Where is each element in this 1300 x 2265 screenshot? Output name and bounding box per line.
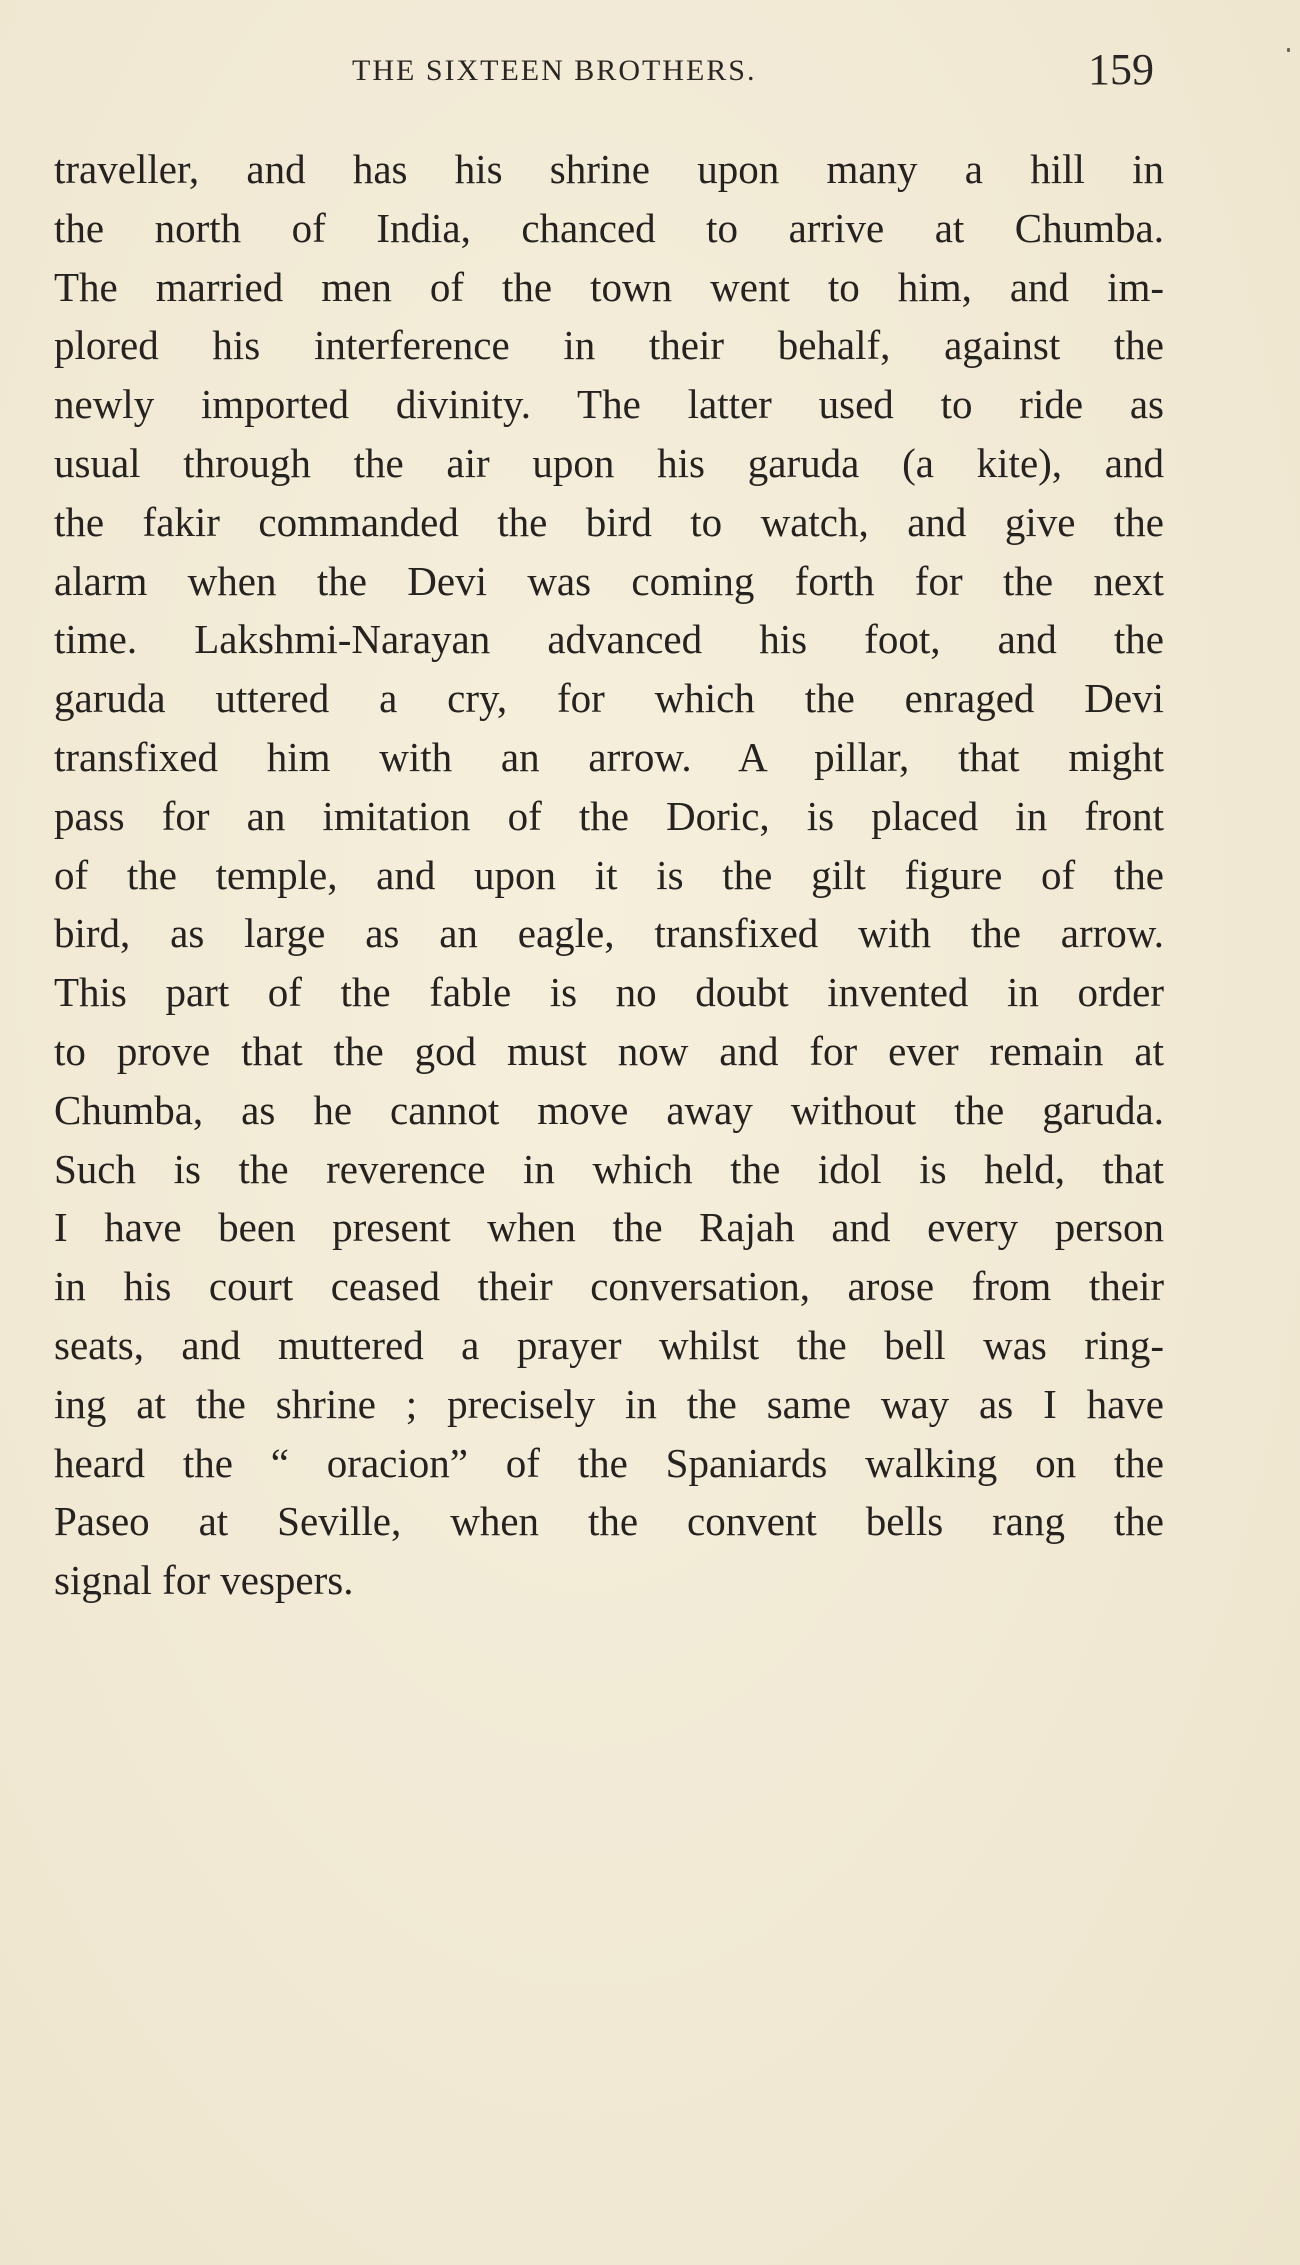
- text-line: garuda uttered a cry, for which the enraged Devi: [54, 675, 1164, 722]
- text-line: the fakir commanded the bird to watch, and give the: [54, 498, 1164, 545]
- text-line: traveller, and has his shrine upon many a hill in: [54, 146, 1164, 192]
- text-line: usual through the air upon his garuda (a kite), and: [54, 439, 1164, 486]
- text-line: newly imported divinity. The latter used to ride as: [54, 381, 1164, 428]
- text-line: I have been present when the Rajah and every person: [54, 1204, 1164, 1251]
- text-line: the north of India, chanced to arrive at Chumba.: [54, 204, 1164, 251]
- text-line: Such is the reverence in which the idol is held, that: [54, 1145, 1164, 1192]
- text-line: time. Lakshmi-Narayan advanced his foot, and the: [54, 616, 1164, 663]
- page-number: 159: [1088, 45, 1154, 94]
- text-line: Chumba, as he cannot move away without the garuda.: [54, 1086, 1164, 1133]
- text-line: in his court ceased their conversation, arose from their: [54, 1263, 1164, 1310]
- text-line: plored his interference in their behalf, against the: [54, 322, 1164, 369]
- text-line: bird, as large as an eagle, transfixed with the arrow.: [54, 910, 1164, 957]
- running-head: [0, 44, 1300, 104]
- text-line: seats, and muttered a prayer whilst the bell was ring-: [54, 1321, 1164, 1368]
- text-line: heard the “ oracion” of the Spaniards walking on the: [54, 1439, 1164, 1486]
- body-text: [54, 140, 1164, 1610]
- text-line: alarm when the Devi was coming forth for the next: [54, 557, 1164, 604]
- running-title: THE SIXTEEN BROTHERS.: [352, 54, 757, 87]
- text-line: to prove that the god must now and for ever remain at: [54, 1027, 1164, 1074]
- text-line: pass for an imitation of the Doric, is placed in front: [54, 792, 1164, 839]
- text-line: The married men of the town went to him, and im-: [54, 263, 1164, 310]
- text-line: ing at the shrine ; precisely in the same way as I have: [54, 1380, 1164, 1427]
- text-line: transfixed him with an arrow. A pillar, that might: [54, 733, 1164, 780]
- text-line: of the temple, and upon it is the gilt figure of the: [54, 851, 1164, 898]
- text-line: signal for vespers.: [54, 1557, 354, 1604]
- text-line: This part of the fable is no doubt invented in order: [54, 969, 1164, 1016]
- text-line: Paseo at Seville, when the convent bells rang the: [54, 1498, 1164, 1545]
